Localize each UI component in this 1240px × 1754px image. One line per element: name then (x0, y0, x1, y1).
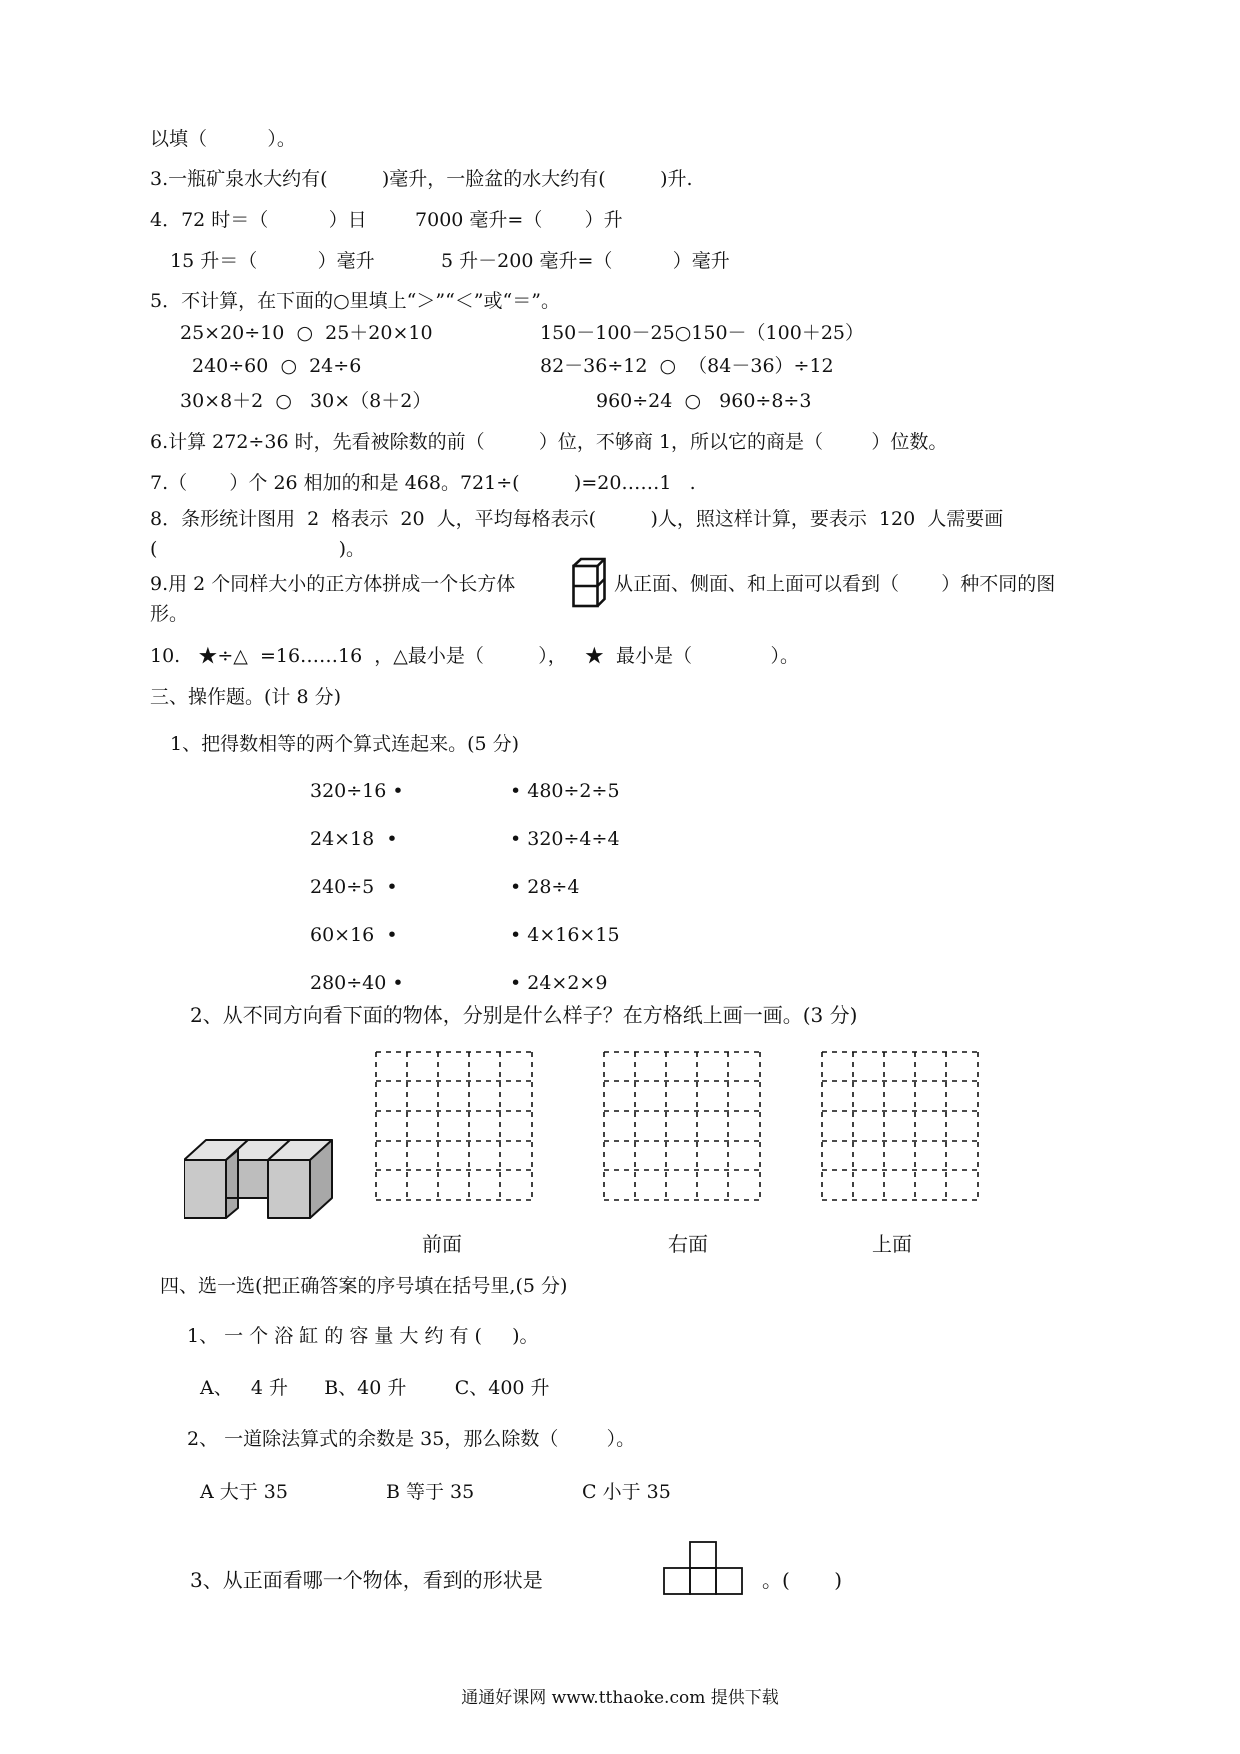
match-right-1: • 480÷2÷5 (510, 780, 620, 802)
match-right-3: • 28÷4 (510, 876, 580, 898)
section4-heading: 四、选一选(把正确答案的序号填在括号里,(5 分) (160, 1275, 568, 1297)
match-left-3: 240÷5 • (310, 876, 398, 898)
page-footer: 通通好课网 www.tthaoke.com 提供下载 (461, 1688, 779, 1708)
grid-paper-right (602, 1050, 762, 1202)
match-left-2: 24×18 • (310, 828, 398, 850)
q5-expr-2b: 82－36÷12 ○ （84－36）÷12 (540, 355, 834, 377)
q3-text: 3.一瓶矿泉水大约有( )毫升，一脸盆的水大约有( )升. (150, 168, 693, 190)
q6-text: 6.计算 272÷36 时，先看被除数的前（ ）位，不够商 1，所以它的商是（ ）位数。 (150, 431, 948, 453)
q7-text: 7.（ ）个 26 相加的和是 468。721÷( )=20……1 . (150, 472, 696, 494)
q5-text: 5．不计算，在下面的○里填上“＞”“＜”或“＝”。 (150, 290, 560, 312)
match-right-5: • 24×2×9 (510, 972, 608, 994)
sec4-q2-text: 2、 一道除法算式的余数是 35，那么除数（ ）。 (187, 1428, 636, 1450)
q5-expr-1b: 150－100－25○150－（100＋25） (540, 322, 864, 344)
cuboid-icon (572, 557, 606, 609)
q9-text-b: 从正面、侧面、和上面可以看到（ ）种不同的图 (614, 573, 1056, 595)
grid-paper-top (820, 1050, 980, 1202)
q9-continuation: 形。 (150, 603, 189, 625)
q4-line1: 4．72 时＝（ ）日 7000 毫升=（ ）升 (150, 209, 623, 231)
q10-text: 10. ★÷△ =16……16 ，△最小是（ ）， ★ 最小是（ ）。 (150, 645, 799, 667)
q5-expr-3b: 960÷24 ○ 960÷8÷3 (596, 390, 812, 412)
match-right-2: • 320÷4÷4 (510, 828, 620, 850)
sec4-q1-text: 1、 一 个 浴 缸 的 容 量 大 约 有 ( )。 (187, 1325, 539, 1347)
q8-continuation: ( )。 (150, 538, 366, 560)
label-front: 前面 (422, 1232, 462, 1256)
sec3-q2-text: 2、从不同方向看下面的物体，分别是什么样子？在方格纸上画一画。(3 分) (190, 1003, 858, 1027)
sec4-q2-option-a: A 大于 35 (200, 1481, 288, 1503)
q8-text: 8．条形统计图用 2 格表示 20 人，平均每格表示( )人，照这样计算，要表示 120 人需要画 (150, 508, 1004, 530)
q5-expr-2a: 240÷60 ○ 24÷6 (192, 355, 362, 377)
q9-text-a: 9.用 2 个同样大小的正方体拼成一个长方体 (150, 573, 516, 595)
label-top: 上面 (872, 1232, 912, 1256)
sec4-q3-text-a: 3、从正面看哪一个物体，看到的形状是 (190, 1568, 543, 1592)
front-view-shape (660, 1540, 746, 1596)
grid-paper-front (374, 1050, 534, 1202)
sec4-q3-text-b: 。( ) (762, 1568, 843, 1592)
match-left-4: 60×16 • (310, 924, 398, 946)
match-left-5: 280÷40 • (310, 972, 404, 994)
sec4-q2-option-c: C 小于 35 (582, 1481, 671, 1503)
q5-expr-1a: 25×20÷10 ○ 25＋20×10 (180, 322, 433, 344)
section3-heading: 三、操作题。(计 8 分) (150, 686, 341, 708)
match-left-1: 320÷16 • (310, 780, 404, 802)
sec4-q2-option-b: B 等于 35 (386, 1481, 475, 1503)
match-right-4: • 4×16×15 (510, 924, 620, 946)
label-right: 右面 (668, 1232, 708, 1256)
sec4-q1-options: A、 4 升 B、40 升 C、400 升 (200, 1377, 550, 1399)
q2-continuation: 以填（ ）。 (150, 128, 296, 150)
cube-solid-figure (184, 1138, 344, 1220)
q5-expr-3a: 30×8＋2 ○ 30×（8＋2） (180, 390, 432, 412)
sec3-q1-text: 1、把得数相等的两个算式连起来。(5 分) (170, 733, 520, 755)
q4-line2: 15 升＝（ ）毫升 5 升－200 毫升=（ ）毫升 (170, 250, 730, 272)
